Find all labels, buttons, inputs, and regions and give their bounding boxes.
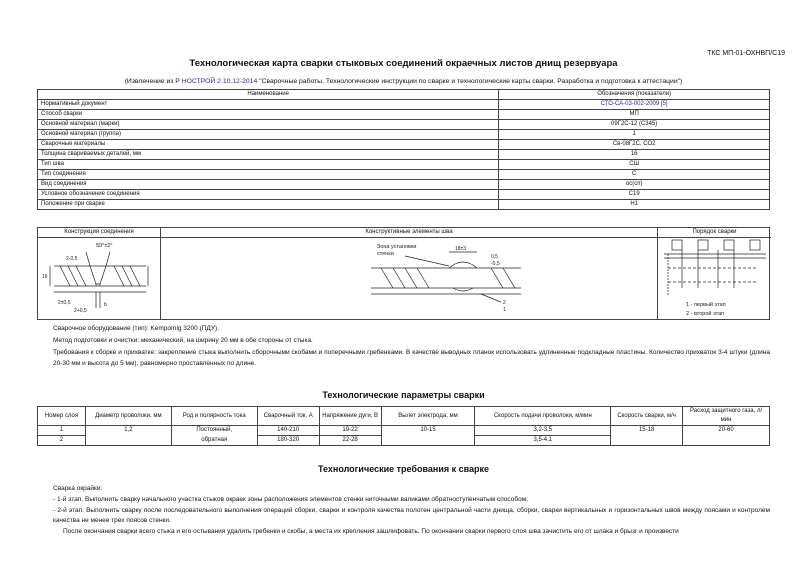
table-row: [38, 150, 770, 160]
col-header: Сварочный ток, А: [257, 407, 319, 426]
page-title: Технологическая карта сварки стыковых соединений окраечных листов днищ резервуара: [189, 58, 618, 69]
prop-name: Сварочные материалы: [38, 140, 499, 150]
col-header: Вылет электрода, мм: [381, 407, 475, 426]
params-title: Технологические параметры сварки: [322, 390, 485, 400]
prop-name: Тип шва: [38, 160, 499, 170]
bead-height-label: 0,5: [491, 254, 498, 260]
req-paragraph: После окончания сварки всего стыка и его остывания удалить гребенки и скобы, а места их крепления зашлифовать. По окончании сварки первого слоя шва зачистить его от шлака и брызг и произвести: [63, 528, 679, 536]
voltage-cell: 22-28: [319, 436, 381, 446]
dim-a-label: 2-0,5: [66, 256, 78, 262]
properties-table: [37, 89, 770, 210]
welding-order-cell: [658, 228, 771, 319]
extract-prefix: (Извлечение из Р: [124, 78, 182, 85]
table-row: [38, 120, 770, 130]
welding-order-drawing: [658, 238, 770, 320]
col-header: Диаметр проволоки, мм: [85, 407, 171, 426]
weld-elements-cell: [161, 228, 658, 319]
welding-order-heading: Порядок сварки: [658, 228, 771, 238]
layer-cell: 1: [38, 426, 86, 436]
joint-design-cell: [38, 228, 161, 319]
drawings-panel: [37, 227, 770, 320]
document-code: ТКС МП-01-ОХНВП/С19: [707, 50, 785, 57]
col-header: Напряжение дуги, В: [319, 407, 381, 426]
dim-c-label: 2+0,5: [74, 308, 87, 314]
prop-name: Основной материал (марки): [38, 120, 499, 130]
stickout-cell: 10-15: [381, 426, 475, 446]
col-header: Род и полярность тока: [171, 407, 257, 426]
joint-design-drawing: [38, 238, 160, 320]
dim-b-label: 2±0,5: [58, 300, 71, 306]
prop-value: С: [499, 170, 770, 180]
prop-value: СШ: [499, 160, 770, 170]
weld-elements-drawing: [161, 238, 657, 320]
table-row: [38, 170, 770, 180]
prop-value: С19: [499, 190, 770, 200]
prop-name: Способ сварки: [38, 110, 499, 120]
layer-cell: 2: [38, 436, 86, 446]
prop-value: 16: [499, 150, 770, 160]
prop-value: Н1: [499, 200, 770, 210]
col-header: Скорость подачи проволоки, м/мин: [475, 407, 611, 426]
prop-value: 1: [499, 130, 770, 140]
current-cell: 140-210: [257, 426, 319, 436]
prop-value: МП: [499, 110, 770, 120]
voltage-cell: 19-22: [319, 426, 381, 436]
col-header: Номер слоя: [38, 407, 86, 426]
col-header: Скорость сварки, м/ч: [611, 407, 683, 426]
prop-name: Толщина свариваемых деталей, мм: [38, 150, 499, 160]
table-row: [38, 426, 770, 436]
requirements-title: Технологические требования к сварке: [317, 464, 490, 474]
prop-name: Нормативный документ: [38, 100, 499, 110]
extract-link[interactable]: НОСТРОЙ 2.10.12-2014: [181, 78, 258, 85]
speed-cell: 15-18: [611, 426, 683, 446]
feed-cell: 3,2-3,5: [475, 426, 611, 436]
wire-diameter-cell: 1,2: [85, 426, 171, 446]
req-paragraph: Сварка окрайки:: [53, 485, 103, 492]
prop-name: Положение при сварке: [38, 200, 499, 210]
weld-elements-heading: Конструктивные элементы шва: [161, 228, 657, 238]
extract-note: [0, 78, 807, 85]
prop-value: ос(сп): [499, 180, 770, 190]
prop-value: 09Г2С-12 (С345): [499, 120, 770, 130]
properties-header: [38, 90, 770, 100]
prop-value: Св-08Г2С, СО2: [499, 140, 770, 150]
gap-label: b: [104, 302, 107, 308]
table-row: [38, 190, 770, 200]
table-row: [38, 130, 770, 140]
table-row: [38, 140, 770, 150]
prop-value[interactable]: СТО-СА-03-002-2009 [5]: [499, 100, 770, 110]
feed-cell: 3,5-4,1: [475, 436, 611, 446]
table-row: [38, 200, 770, 210]
root-dim-label: 2: [503, 300, 506, 306]
polarity-cell: обратная: [171, 436, 257, 446]
bead-tol-label: -0,5: [491, 261, 500, 267]
assembly-note: Требования к сборке и прихватке: закрепление стыка выполнить сборочными скобами и поперечными гребенками. В качестве выводных планок использовать удлиненные подкладные пластины. Количество прихваток 3-4 штуки (длина 20-30 мм и высота до 5 мм), равномерно проставленных по длине.: [53, 349, 770, 367]
zone-note-1: Зона установки: [377, 244, 417, 250]
angle-label: 50°±2°: [96, 243, 113, 249]
params-table: [37, 406, 770, 446]
zone-note-2: стенки: [377, 251, 394, 257]
extract-suffix: "Сварочные работы. Технологические инструкции по сварке и технологические карты сварки. Разработка и подготовка к аттестации"): [257, 78, 683, 85]
polarity-cell: Постоянный,: [171, 426, 257, 436]
req-paragraph: - 1-й этап. Выполнить сварку начального участка стыков окраек зоны расположения элементов стенки ниточными валиками обратноступенчатым способом;: [53, 495, 528, 503]
root-dim2-label: 1: [503, 307, 506, 313]
prop-name: Тип соединения: [38, 170, 499, 180]
bead-width-label: 18±3: [455, 246, 467, 252]
equipment-note: Сварочное оборудование (тип): Kempomig 3200 (ПДУ).: [53, 325, 219, 332]
table-row: [38, 110, 770, 120]
joint-design-heading: Конструкция соединения: [38, 228, 160, 238]
method-note: Метод подготовки и очистки: механический, на ширину 20 мм в обе стороны от стыка.: [53, 337, 313, 344]
current-cell: 180-320: [257, 436, 319, 446]
stage-1-legend: 1 - первый этап: [686, 302, 726, 308]
requirements-text: [53, 484, 770, 538]
params-header: [38, 407, 770, 426]
gas-cell: 20-60: [683, 426, 770, 446]
col-header: Расход защитного газа, л/мин: [683, 407, 770, 426]
header-name: Наименование: [38, 90, 499, 100]
req-paragraph: - 2-й этап. Выполнить сварку после последовательного выполнения операций сборки, сварки и контроля качества полотен центральной части днища, сборки, сварки вертикальных и горизонтальных швов между поясами и контролем качества не менее трех поясов стенки.: [53, 506, 770, 525]
prop-name: Основной материал (группа): [38, 130, 499, 140]
thickness-label: 16: [42, 274, 48, 280]
table-row: [38, 100, 770, 110]
prop-name: Вид соединения: [38, 180, 499, 190]
table-row: [38, 180, 770, 190]
stage-2-legend: 2 - второй этап: [686, 311, 725, 317]
table-row: [38, 160, 770, 170]
prop-name: Условное обозначение соединения: [38, 190, 499, 200]
header-value: Обозначения (показатели): [499, 90, 770, 100]
